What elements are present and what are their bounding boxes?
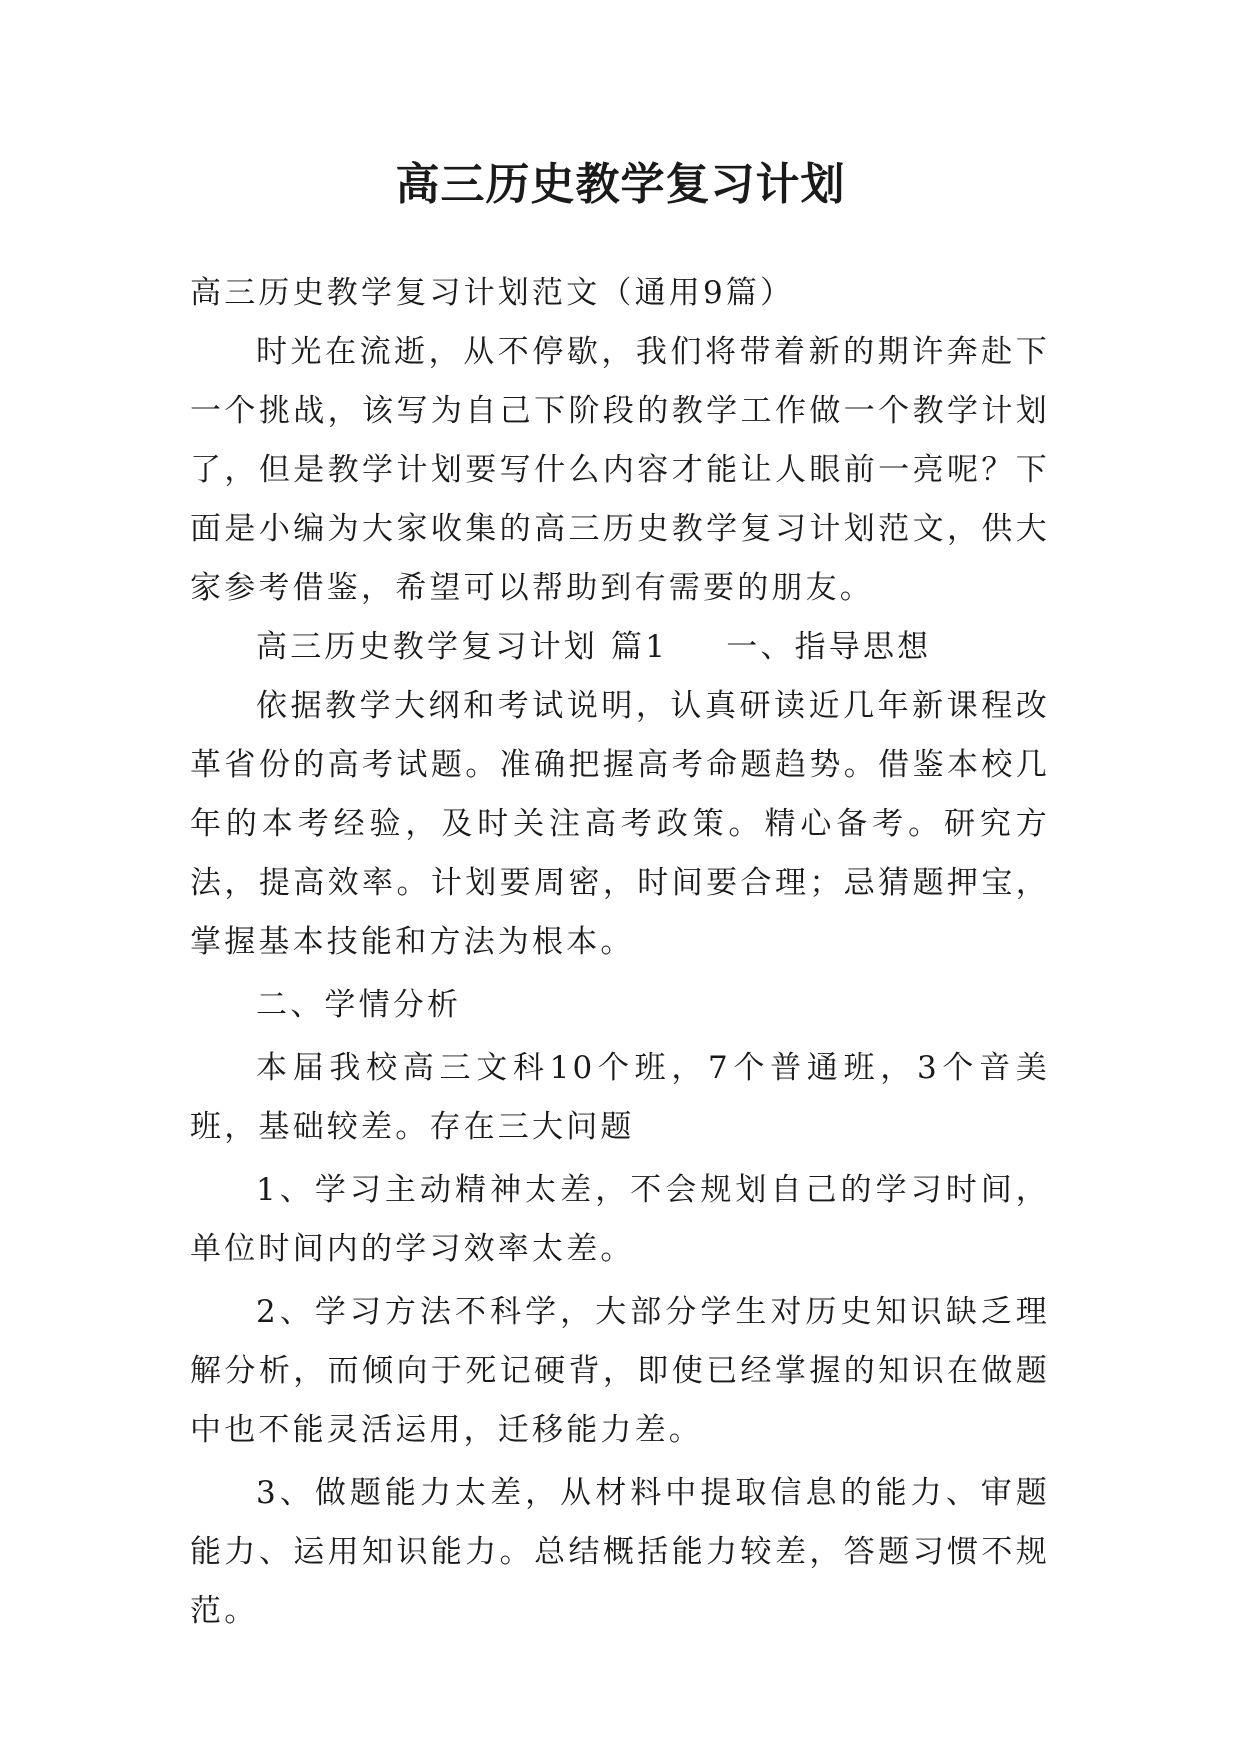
article-label: 高三历史教学复习计划 篇1 (256, 629, 669, 665)
document-title: 高三历史教学复习计划 (395, 159, 846, 210)
section-heading-guiding-ideas: 一、指导思想 (726, 629, 932, 665)
problem-item-3: 3、做题能力太差，从材料中提取信息的能力、审题能力、运用知识能力。总结概括能力较差，答题习惯不规范。 (190, 1475, 1050, 1629)
subtitle-paragraph: 高三历史教学复习计划范文（通用9篇） (190, 275, 795, 311)
problem-item-1: 1、学习主动精神太差，不会规划自己的学习时间，单位时间内的学习效率太差。 (190, 1172, 1050, 1267)
guiding-ideas-paragraph: 依据教学大纲和考试说明，认真研读近几年新课程改革省份的高考试题。准确把握高考命题趋势。借鉴本校几年的本考经验，及时关注高考政策。精心备考。研究方法，提高效率。计划要周密，时间要合理；忌猜题押宝，掌握基本技能和方法为根本。 (190, 688, 1050, 960)
article-heading-line (190, 618, 1050, 677)
problem-item-2: 2、学习方法不科学，大部分学生对历史知识缺乏理解分析，而倾向于死记硬背，即使已经掌握的知识在做题中也不能灵活运用，迁移能力差。 (190, 1294, 1050, 1448)
document-body (190, 264, 1050, 1641)
intro-paragraph: 时光在流逝，从不停歇，我们将带着新的期许奔赴下一个挑战，该写为自己下阶段的教学工作做一个教学计划了，但是教学计划要写什么内容才能让人眼前一亮呢？下面是小编为大家收集的高三历史教学复习计划范文，供大家参考借鉴，希望可以帮助到有需要的朋友。 (190, 334, 1050, 606)
student-analysis-paragraph: 本届我校高三文科10个班，7个普通班，3个音美班，基础较差。存在三大问题 (190, 1050, 1050, 1145)
section-heading-student-analysis: 二、学情分析 (256, 987, 462, 1023)
